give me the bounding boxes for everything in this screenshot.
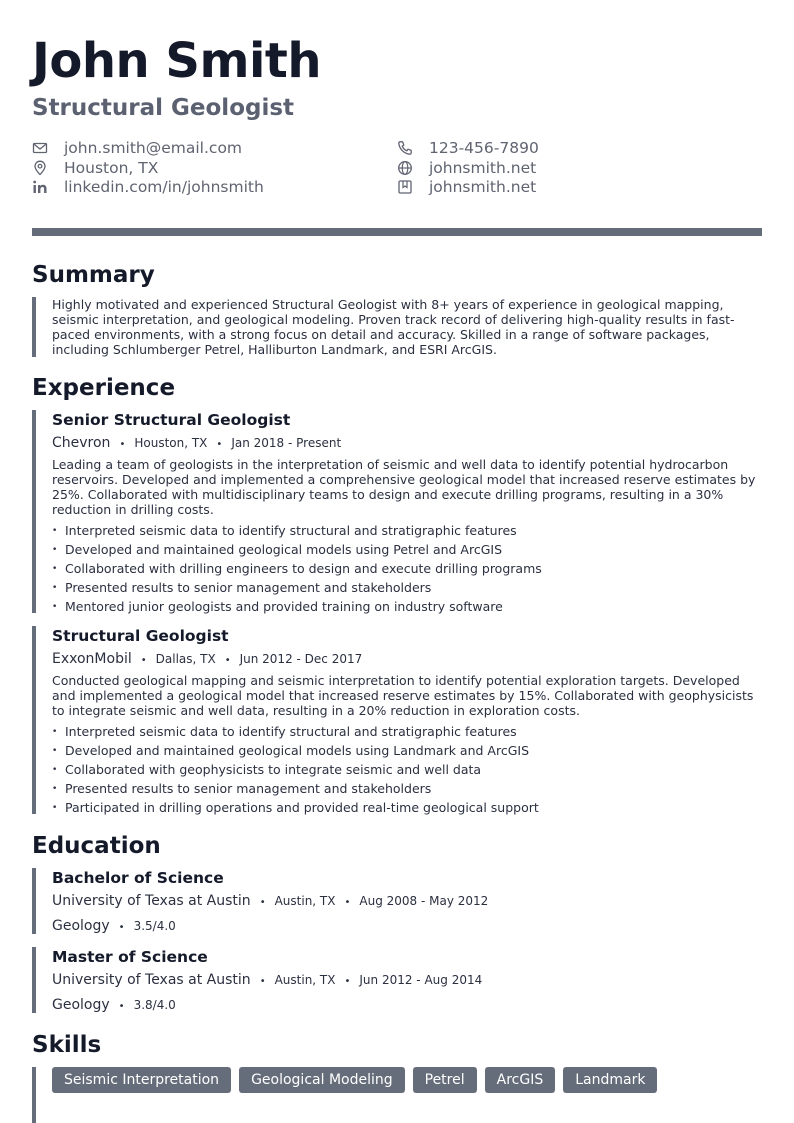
job-entry <box>32 626 762 814</box>
contact-phone[interactable] <box>397 138 539 157</box>
list-item: • Interpreted seismic data to identify structural and stratigraphic features <box>52 521 762 540</box>
education-meta <box>52 891 762 913</box>
education-dates: Jun 2012 - Aug 2014 <box>359 973 483 987</box>
company-name: ExxonMobil <box>52 651 132 667</box>
portfolio-icon <box>397 179 413 195</box>
list-item: • Presented results to senior management and stakeholders <box>52 779 762 798</box>
separator-dot: • <box>118 1001 125 1012</box>
candidate-title: Structural Geologist <box>32 95 295 121</box>
school-location: Austin, TX <box>274 973 336 987</box>
separator-dot: • <box>216 439 223 450</box>
experience-heading: Experience <box>32 375 176 401</box>
job-bullets <box>52 722 762 817</box>
skill-tag: Geological Modeling <box>239 1067 405 1093</box>
skill-tag: Landmark <box>563 1067 657 1093</box>
header-divider <box>32 228 762 236</box>
skill-tag: ArcGIS <box>485 1067 556 1093</box>
list-item: • Developed and maintained geological models using Landmark and ArcGIS <box>52 741 762 760</box>
summary-section <box>32 297 762 357</box>
phone-text: 123-456-7890 <box>429 138 539 157</box>
contact-location <box>32 158 158 177</box>
contact-portfolio[interactable] <box>397 177 536 196</box>
candidate-name: John Smith <box>32 33 322 89</box>
education-entry <box>32 868 762 934</box>
separator-dot: • <box>259 897 266 908</box>
list-item: • Participated in drilling operations and provided real-time geological support <box>52 798 762 817</box>
separator-dot: • <box>259 976 266 987</box>
school-location: Austin, TX <box>274 894 336 908</box>
education-field-row <box>52 916 762 938</box>
job-dates: Jun 2012 - Dec 2017 <box>239 652 363 666</box>
list-item: • Developed and maintained geological models using Petrel and ArcGIS <box>52 540 762 559</box>
list-item: • Mentored junior geologists and provided training on industry software <box>52 597 762 616</box>
degree-title: Bachelor of Science <box>52 869 224 887</box>
email-text: john.smith@email.com <box>64 138 243 157</box>
job-description: Leading a team of geologists in the interpretation of seismic and well data to identify potential hydrocarbon reservoirs. Developed and implemented a comprehensive geological model that increased reserve estimates by 25%. Collaborated with multidisciplinary teams to design and execute drilling programs, resulting in a 30% reduction in drilling costs. <box>52 457 756 517</box>
skill-tag: Seismic Interpretation <box>52 1067 231 1093</box>
contact-website[interactable] <box>397 158 536 177</box>
contact-info <box>32 138 762 198</box>
school-name: University of Texas at Austin <box>52 972 251 988</box>
degree-title: Master of Science <box>52 948 208 966</box>
job-location: Dallas, TX <box>155 652 216 666</box>
list-item: • Presented results to senior management and stakeholders <box>52 578 762 597</box>
company-name: Chevron <box>52 435 111 451</box>
separator-dot: • <box>224 655 231 666</box>
job-bullets <box>52 521 762 616</box>
job-title: Structural Geologist <box>52 627 229 645</box>
separator-dot: • <box>344 976 351 987</box>
job-meta <box>52 649 762 671</box>
job-location: Houston, TX <box>134 436 208 450</box>
skill-tag: Petrel <box>413 1067 477 1093</box>
summary-heading: Summary <box>32 262 155 288</box>
school-name: University of Texas at Austin <box>52 893 251 909</box>
education-field-row <box>52 995 762 1017</box>
education-entry <box>32 947 762 1013</box>
portfolio-text: johnsmith.net <box>429 177 537 196</box>
job-dates: Jan 2018 - Present <box>231 436 342 450</box>
location-pin-icon <box>32 160 48 176</box>
separator-dot: • <box>344 897 351 908</box>
summary-text: Highly motivated and experienced Structural Geologist with 8+ years of experience in geological mapping, seismic interpretation, and geological modeling. Proven track record of delivering high-quality results in fast-paced environments, with a strong focus on detail and accuracy. Skilled in a range of software packages, including Schlumberger Petrel, Halliburton Landmark, and ESRI ArcGIS. <box>52 297 735 357</box>
gpa: 3.8/4.0 <box>133 998 176 1012</box>
separator-dot: • <box>119 439 126 450</box>
website-text: johnsmith.net <box>429 158 537 177</box>
education-dates: Aug 2008 - May 2012 <box>359 894 489 908</box>
linkedin-icon <box>32 179 48 195</box>
skills-heading: Skills <box>32 1032 102 1058</box>
linkedin-text: linkedin.com/in/johnsmith <box>64 177 264 196</box>
contact-email[interactable] <box>32 138 242 157</box>
skills-section <box>32 1067 762 1123</box>
education-meta <box>52 970 762 992</box>
field-of-study: Geology <box>52 918 110 934</box>
field-of-study: Geology <box>52 997 110 1013</box>
list-item: • Interpreted seismic data to identify structural and stratigraphic features <box>52 722 762 741</box>
contact-linkedin[interactable] <box>32 177 264 196</box>
separator-dot: • <box>140 655 147 666</box>
phone-icon <box>397 140 413 156</box>
job-title: Senior Structural Geologist <box>52 411 291 429</box>
separator-dot: • <box>118 922 125 933</box>
mail-icon <box>32 140 48 156</box>
education-heading: Education <box>32 833 161 859</box>
job-meta <box>52 433 762 455</box>
location-text: Houston, TX <box>64 158 159 177</box>
list-item: • Collaborated with drilling engineers to design and execute drilling programs <box>52 559 762 578</box>
skills-list <box>52 1067 762 1093</box>
list-item: • Collaborated with geophysicists to integrate seismic and well data <box>52 760 762 779</box>
job-description: Conducted geological mapping and seismic interpretation to identify potential exploration targets. Developed and implemented a geological model that increased reserve estimates by 15%. Collaborated with geophysicists to integrate seismic and well data, resulting in a 20% reduction in exploration costs. <box>52 673 754 718</box>
globe-icon <box>397 160 413 176</box>
gpa: 3.5/4.0 <box>133 919 176 933</box>
job-entry <box>32 410 762 613</box>
